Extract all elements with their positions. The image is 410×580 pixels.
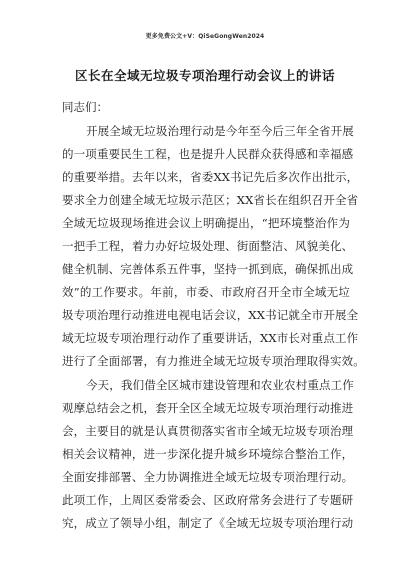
document-title: 区长在全域无垃圾专项治理行动会议上的讲话 bbox=[74, 68, 335, 83]
paragraph-line: 进行了全面部署，有力推进全域无垃圾专项治理取得实效。 bbox=[62, 354, 365, 368]
paragraph-line: 全域无垃圾现场推进会议上明确提出，“把环境整治作为 bbox=[62, 216, 350, 230]
paragraph-line: 的一项重要民生工程，也是提升人民群众获得感和幸福感 bbox=[62, 147, 354, 161]
paragraph-line: 的重要举措。去年以来，省委XX书记先后多次作出批示， bbox=[62, 170, 359, 184]
paragraph-line: 效”的工作要求。年前，市委、市政府召开全市全域无垃 bbox=[62, 285, 350, 299]
paragraph-line: 会，主要目的就是认真贯彻落实省市全域无垃圾专项治理 bbox=[62, 424, 354, 438]
paragraph-line: 域无垃圾专项治理行动作了重要讲话，XX市长对重点工作 bbox=[62, 331, 359, 345]
paragraph-line: 究，成立了领导小组，制定了《全域无垃圾专项治理行动 bbox=[62, 516, 354, 530]
paragraph-line: 今天，我们借全区城市建设管理和农业农村重点工作 bbox=[86, 378, 354, 392]
paragraph-line: 健全机制、完善体系五件事，坚持一抓到底，确保抓出成 bbox=[62, 262, 354, 276]
paragraph-line: 此项工作，上周区委常委会、区政府常务会进行了专题研 bbox=[62, 493, 354, 507]
paragraph-line: 要求全力创建全域无垃圾示范区；XX省长在组织召开全省 bbox=[62, 193, 359, 207]
paragraph-line: 观摩总结会之机，套开全区全域无垃圾专项治理行动推进 bbox=[62, 401, 354, 415]
paragraph-line: 一把手工程，着力办好垃圾处理、街面整洁、风貌美化、 bbox=[62, 239, 354, 253]
greeting: 同志们： bbox=[62, 100, 108, 114]
paragraph-line: 开展全域无垃圾治理行动是今年至今后三年全省开展 bbox=[86, 124, 354, 138]
paragraph-line: 全面安排部署、全力协调推进全域无垃圾专项治理行动。 bbox=[62, 470, 354, 484]
paragraph-line: 相关会议精神，进一步深化提升城乡环境综合整治工作， bbox=[62, 447, 354, 461]
paragraph-line: 圾专项治理行动推进电视电话会议，XX书记就全市开展全 bbox=[62, 308, 359, 322]
header-note: 更多免费公文+V：QiSeGongWen2024 bbox=[145, 33, 265, 40]
